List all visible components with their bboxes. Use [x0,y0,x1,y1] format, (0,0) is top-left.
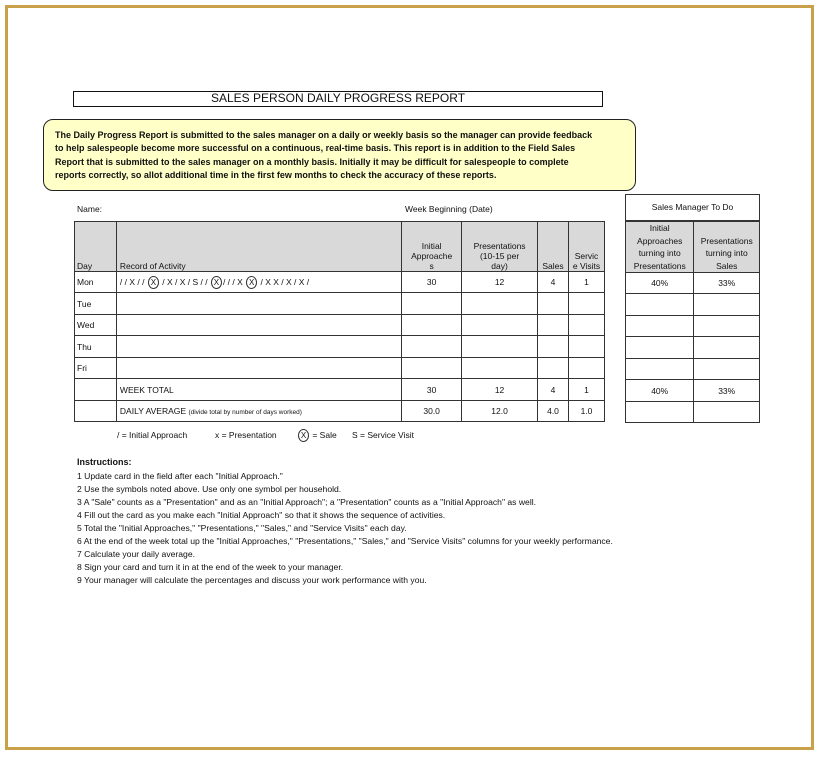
header-line: Sales [716,260,738,271]
instruction-item: 9 Your manager will calculate the percentages and discuss your work performance with you. [77,575,427,585]
daily-average-presentations: 12.0 [462,401,538,422]
manager-row [626,273,760,294]
header-line: e Visits [572,261,601,271]
header-line: day) [491,261,508,271]
presentation-symbol: x [215,430,220,440]
total-pct-approaches: 40% [626,380,694,402]
header-line: turning into [638,248,681,258]
pct-sales-cell[interactable]: 33% [694,273,760,294]
initial-cell[interactable] [402,315,462,336]
daily-average-note: (divide total by number of days worked) [188,409,302,416]
presentations-cell[interactable] [462,293,538,315]
instruction-item: 1 Update card in the field after each "Initial Approach." [77,471,283,481]
intro-line: The Daily Progress Report is submitted to the sales manager on a daily or weekly basis so the manager can provide feedback [55,130,593,140]
header-line: Initial [421,241,442,251]
table-row [75,272,605,293]
service-cell[interactable]: 1 [569,272,605,293]
day-cell: Mon [75,272,117,293]
pct-sales-cell[interactable] [694,337,760,359]
manager-row [626,316,760,337]
initial-cell[interactable] [402,293,462,315]
initial-approaches-header [402,222,462,272]
header-line: Servic [574,251,599,261]
intro-line: Report that is submitted to the sales manager on a monthly basis. Initially it may be difficult for salespeople to complete [55,156,569,167]
sales-header: Sales [538,222,569,272]
pct-approaches-cell[interactable] [626,316,694,337]
pct-approaches-cell[interactable] [626,337,694,359]
week-total-label: WEEK TOTAL [116,379,401,401]
header-line: Initial [649,223,670,233]
legend-text: = Presentation [219,430,277,440]
name-label: Name: [77,204,103,214]
header-line: Presentations [473,241,526,251]
header-line: (10-15 per [479,251,520,261]
manager-row [626,337,760,359]
service-visits-header [569,222,605,272]
activity-record-cell[interactable] [116,336,401,358]
instruction-item: 6 At the end of the week total up the "Initial Approaches," "Presentations," "Sales," and "Service Visits" columns for your weekly performance. [77,536,613,546]
record-header: Record of Activity [116,222,401,272]
day-cell: Thu [75,336,117,358]
daily-average-service: 1.0 [569,401,605,422]
sale-circle-icon: X [148,276,159,289]
daily-average-label [116,401,401,422]
sales-cell[interactable] [538,315,569,336]
week-total-presentations: 12 [462,379,538,401]
manager-row [626,359,760,380]
service-cell[interactable] [569,293,605,315]
sales-cell[interactable]: 4 [538,272,569,293]
initial-cell[interactable] [402,336,462,358]
sale-circle-icon: X [298,429,309,442]
pct-sales-cell[interactable] [694,316,760,337]
instruction-item: 7 Calculate your daily average. [77,549,195,559]
day-cell: Fri [75,358,117,379]
instruction-item: 2 Use the symbols noted above. Use only one symbol per household. [77,484,342,494]
instructions [77,456,613,587]
day-header: Day [75,222,117,272]
record-text: / X X / X / X / [258,276,310,287]
service-cell[interactable] [569,336,605,358]
record-text: / X / X / S / / [159,276,210,287]
table-row [75,293,605,315]
instruction-item: 3 A "Sale" counts as a "Presentation" and as an "Initial Approach"; a "Presentation" counts as a "Initial Approach" as well. [77,497,537,507]
daily-average-sales: 4.0 [538,401,569,422]
table-row [75,315,605,336]
manager-total-row [626,380,760,402]
sale-circle-icon: X [211,276,222,289]
sales-cell[interactable] [538,293,569,315]
legend-approach: / = Initial Approach [117,430,188,440]
total-pct-sales: 33% [694,380,760,402]
week-total-initial: 30 [402,379,462,401]
manager-blank-row [626,402,760,423]
header-line: turning into [705,248,748,258]
intro-note [43,119,636,191]
table-row [75,336,605,358]
header-line: Presentations [633,260,686,271]
presentations-header [462,222,538,272]
intro-line: to help salespeople become more successful on a continuous, real-time basis. This report is in addition to the Field Sales [55,143,576,154]
report-title: SALES PERSON DAILY PROGRESS REPORT [73,91,603,107]
instruction-item: 5 Total the "Initial Approaches," "Presentations," "Sales," and "Service Visits" each day. [77,523,407,533]
manager-header-row [626,222,760,273]
activity-record-cell[interactable] [116,315,401,336]
initial-cell[interactable] [402,358,462,379]
pct-approaches-cell[interactable] [626,359,694,380]
header-line: Approaches [637,235,683,246]
header-line: Approache [411,251,453,261]
instruction-item: 4 Fill out the card as you make each "Initial Approach" so that it shows the sequence of activities. [77,510,446,520]
pct-approaches-cell[interactable]: 40% [626,273,694,294]
intro-line: reports correctly, so allot additional time in the first few months to check the accuracy of these reports. [55,169,497,180]
pct-approaches-cell[interactable] [626,294,694,316]
activity-record-cell[interactable] [116,293,401,315]
activity-record-cell[interactable] [116,358,401,379]
week-total-sales: 4 [538,379,569,401]
header-line: Presentations [700,235,753,246]
service-cell[interactable] [569,315,605,336]
presentations-to-sales-header [694,222,760,273]
presentations-cell[interactable] [462,315,538,336]
pct-sales-cell[interactable] [694,294,760,316]
legend-presentation [215,430,277,440]
service-cell[interactable] [569,358,605,379]
header-row [75,222,605,272]
initial-cell[interactable]: 30 [402,272,462,293]
header-line: s [429,261,434,271]
record-text: / / X / / [119,276,147,287]
week-total-service: 1 [569,379,605,401]
instructions-title: Instructions: [77,457,132,467]
blank-day-cell [75,401,117,422]
instruction-item: 8 Sign your card and turn it in at the end of the week to your manager. [77,562,344,572]
blank-cell [626,402,694,423]
week-total-row [75,379,605,401]
activity-record-cell[interactable] [116,272,401,293]
week-beginning-label: Week Beginning (Date) [405,204,493,214]
day-cell: Tue [75,293,117,315]
sales-cell[interactable] [538,358,569,379]
day-cell: Wed [75,315,117,336]
sales-cell[interactable] [538,336,569,358]
manager-todo-label: Sales Manager To Do [625,194,760,221]
manager-row [626,294,760,316]
table-row [75,358,605,379]
legend-sale [297,429,337,442]
sale-circle-icon: X [246,276,257,289]
record-text: / / / X [222,276,246,287]
approaches-to-presentations-header [626,222,694,273]
manager-table [625,221,760,423]
presentations-cell[interactable] [462,336,538,358]
legend-service: S = Service Visit [352,430,414,440]
daily-average-text: DAILY AVERAGE [119,406,187,416]
activity-table [74,221,605,422]
daily-average-row [75,401,605,422]
legend-text: = Sale [310,429,337,440]
presentations-cell[interactable] [462,358,538,379]
daily-average-initial: 30.0 [402,401,462,422]
blank-day-cell [75,379,117,401]
blank-cell [694,402,760,423]
presentations-cell[interactable]: 12 [462,272,538,293]
pct-sales-cell[interactable] [694,359,760,380]
